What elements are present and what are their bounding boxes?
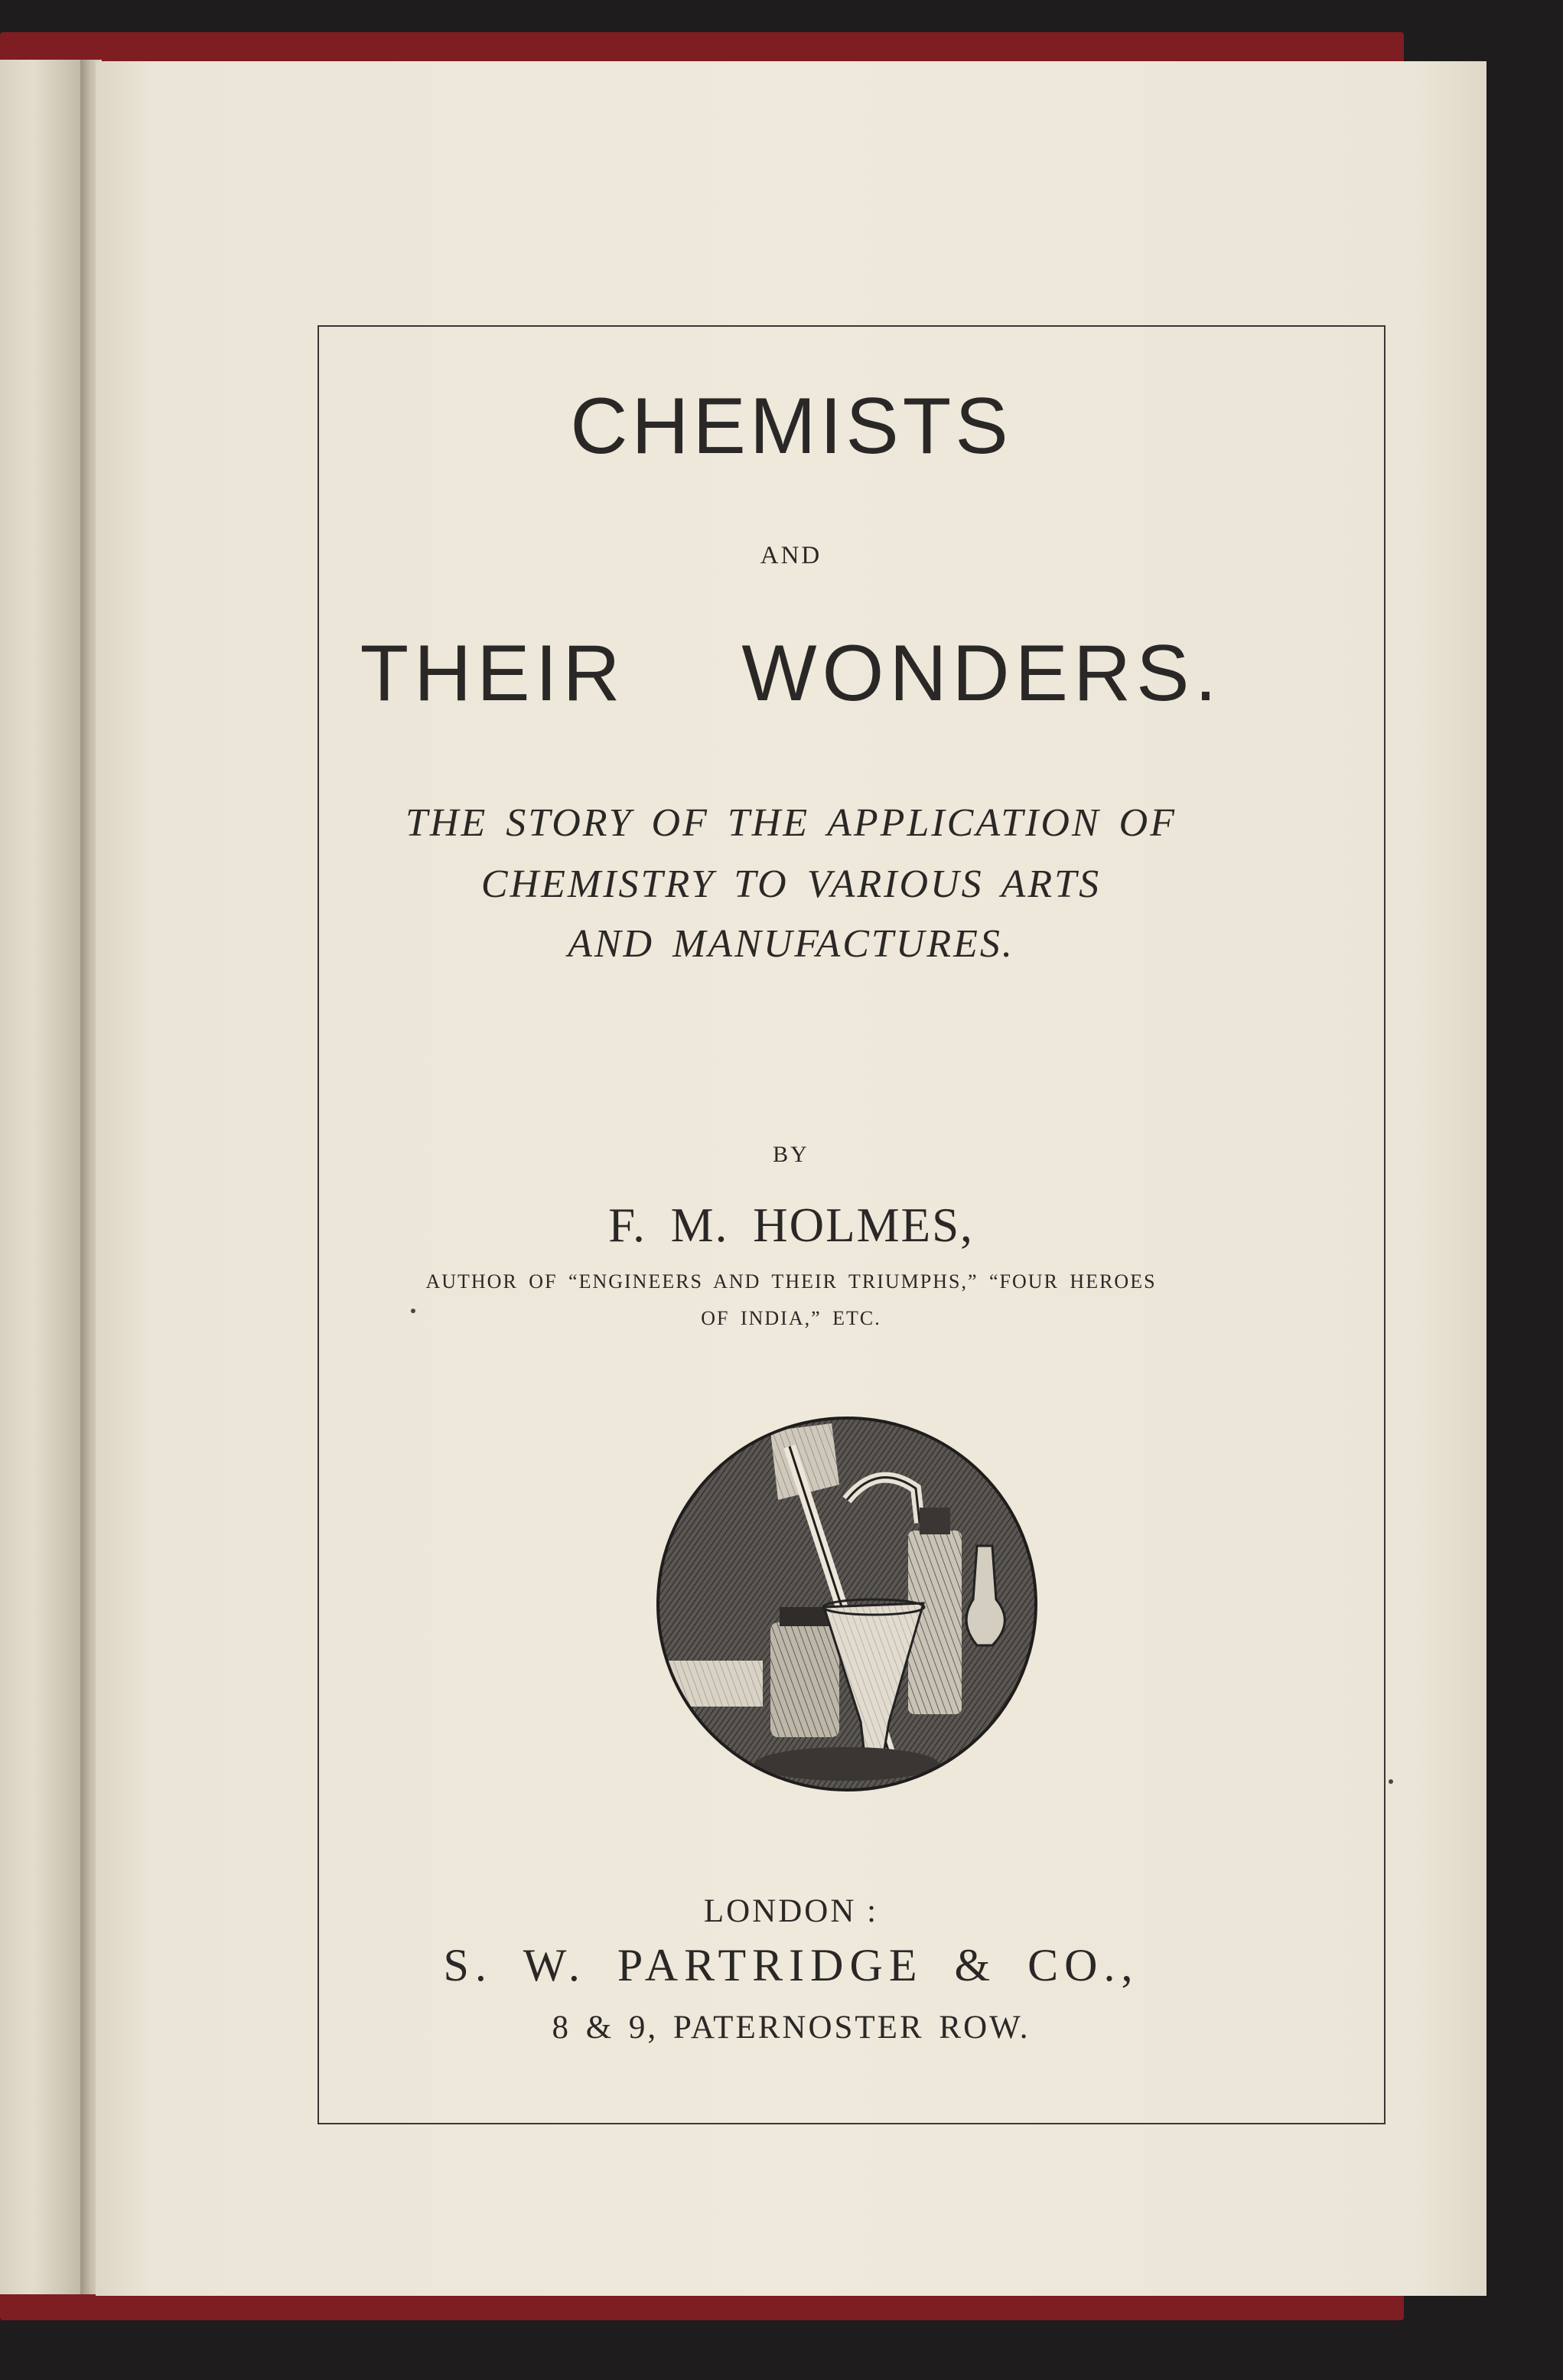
author-works-line: OF INDIA,” ETC. [701, 1307, 881, 1329]
subtitle-line: THE STORY OF THE APPLICATION OF [405, 801, 1177, 845]
title-line-their-wonders: THEIR WONDERS. [360, 629, 1223, 718]
title-line-and: AND [760, 542, 822, 569]
publisher-address: 8 & 9, PATERNOSTER ROW. [552, 2010, 1031, 2046]
title-page [96, 61, 1486, 2296]
paper-speck [1389, 1779, 1393, 1784]
title-line-chemists: CHEMISTS [570, 382, 1012, 471]
chemistry-vignette-illustration [656, 1416, 1038, 1793]
author-name: F. M. HOLMES, [608, 1198, 974, 1252]
byline-by: BY [773, 1142, 809, 1167]
author-works-line: AUTHOR OF “ENGINEERS AND THEIR TRIUMPHS,” “FOUR HEROES [425, 1270, 1157, 1293]
subtitle-line: AND MANUFACTURES. [568, 922, 1014, 966]
left-page-edge [0, 60, 92, 2294]
imprint-city: LONDON : [703, 1893, 879, 1929]
paper-speck [411, 1309, 415, 1313]
subtitle-line: CHEMISTRY TO VARIOUS ARTS [480, 862, 1102, 906]
publisher-name: S. W. PARTRIDGE & CO., [443, 1940, 1139, 1990]
